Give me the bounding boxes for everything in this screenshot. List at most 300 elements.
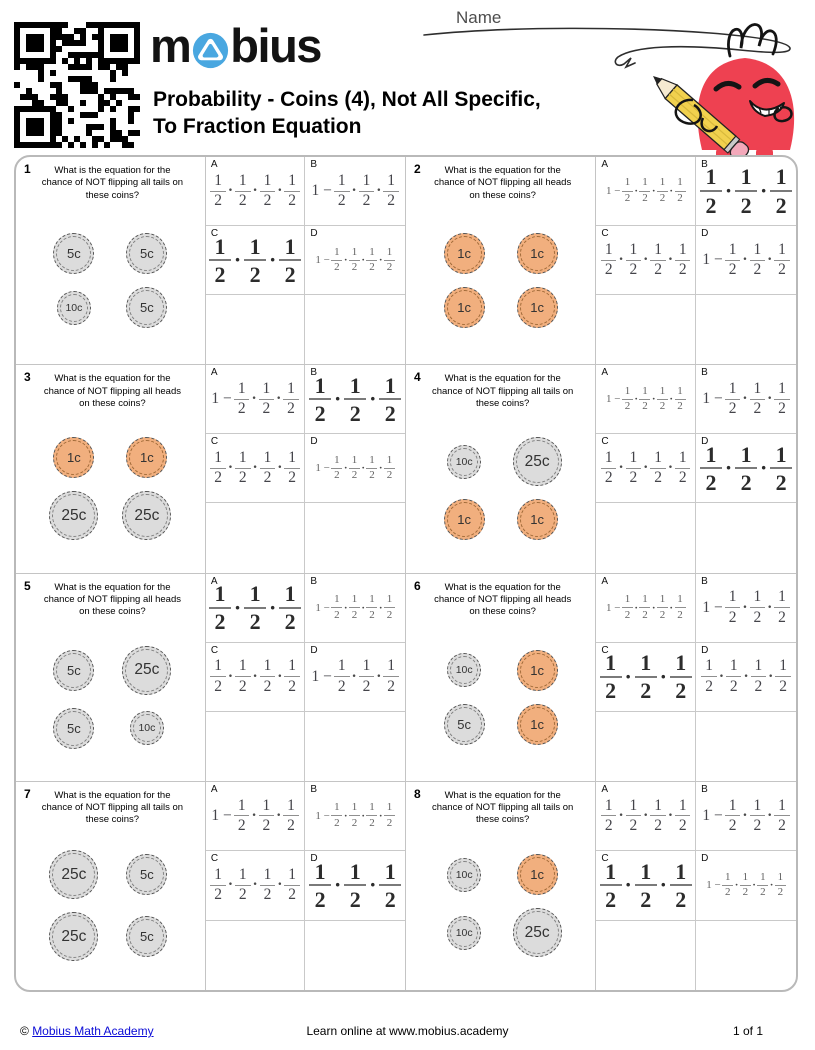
fraction	[279, 235, 301, 286]
fraction	[757, 872, 768, 899]
fraction-bar	[334, 676, 350, 677]
one-minus-prefix: 1 −	[706, 879, 721, 892]
fraction	[650, 242, 666, 279]
multiply-dot: ·	[742, 806, 748, 824]
multiply-dot: ·	[361, 809, 366, 822]
mascot-hand-left-scribble	[676, 100, 717, 131]
fraction-numerator: 1	[362, 657, 371, 675]
answer-option-D	[696, 434, 796, 503]
fraction-numerator: 1	[624, 176, 631, 189]
fraction-denominator: 2	[779, 677, 787, 695]
fraction-bar	[775, 676, 791, 677]
fraction-denominator: 2	[778, 608, 786, 626]
question-number: 3	[24, 370, 31, 385]
multiply-dot: ·	[618, 806, 624, 824]
multiply-dot: ·	[252, 182, 258, 200]
coin-label: 25c	[524, 452, 550, 470]
fraction-numerator: 1	[779, 657, 787, 675]
fraction	[349, 594, 360, 621]
fraction	[334, 658, 350, 695]
coin-label: 1c	[530, 300, 545, 316]
fraction-numerator: 1	[369, 592, 375, 605]
fraction-denominator: 2	[642, 400, 648, 413]
multiply-dot: ·	[643, 459, 649, 477]
coin-cell	[119, 287, 175, 328]
fraction	[234, 381, 250, 418]
fraction-bar	[209, 259, 231, 261]
multiply-dot: ·	[767, 806, 773, 824]
multiply-dot: ·	[742, 598, 748, 616]
fraction	[209, 582, 231, 633]
fraction-denominator: 2	[728, 400, 737, 418]
fraction-denominator: 2	[675, 678, 687, 704]
coins-grid	[20, 410, 201, 567]
fraction-denominator: 2	[351, 261, 358, 274]
fraction-denominator: 2	[334, 261, 340, 274]
fraction-numerator: 1	[351, 245, 358, 258]
fraction	[657, 594, 668, 621]
empty-option-cell	[206, 295, 306, 364]
fraction	[210, 658, 226, 695]
equation	[702, 381, 789, 418]
equation	[606, 177, 686, 204]
fraction	[210, 450, 226, 487]
multiply-dot: ·	[724, 455, 733, 481]
one-minus-prefix: 1 −	[315, 254, 330, 267]
multiply-dot: ·	[667, 806, 673, 824]
fraction	[675, 242, 691, 279]
fraction-numerator: 1	[238, 866, 247, 884]
fraction-numerator: 1	[334, 453, 340, 466]
coin-10c	[57, 291, 91, 325]
equation	[210, 867, 300, 904]
fraction-numerator: 1	[677, 384, 683, 397]
fraction	[639, 177, 650, 204]
fraction-denominator: 2	[384, 886, 396, 912]
multiply-dot: ·	[651, 601, 656, 614]
coin-5c	[126, 916, 167, 957]
fraction	[670, 651, 692, 702]
equation	[312, 658, 399, 695]
coin-cell	[436, 854, 492, 895]
coin-cell	[119, 491, 175, 540]
coin-cell	[436, 908, 492, 957]
fraction-numerator: 1	[659, 592, 666, 605]
answer-option-C	[596, 226, 696, 295]
fraction	[725, 381, 741, 418]
multiply-dot: ·	[667, 251, 673, 269]
fraction-numerator: 1	[654, 796, 662, 814]
coin-label: 1c	[530, 246, 545, 262]
answer-option-D	[305, 226, 405, 295]
fraction-denominator: 2	[629, 816, 638, 834]
fraction-numerator: 1	[387, 657, 396, 675]
coin-label: 10c	[455, 926, 473, 939]
multiply-dot: ·	[361, 254, 366, 267]
fraction-denominator: 2	[705, 469, 717, 495]
coin-label: 5c	[140, 867, 154, 883]
fraction-numerator: 1	[349, 858, 361, 884]
option-letter: D	[310, 644, 318, 656]
fraction-bar	[622, 607, 633, 608]
multiply-dot: ·	[227, 667, 234, 685]
fraction	[735, 443, 757, 494]
fraction	[774, 589, 790, 626]
fraction-denominator: 2	[654, 469, 662, 487]
option-letter: B	[701, 575, 708, 587]
coin-cell	[436, 704, 492, 745]
fraction-numerator: 1	[705, 657, 713, 675]
fraction	[774, 242, 790, 279]
fraction	[331, 455, 342, 482]
fraction	[260, 173, 276, 210]
fraction	[650, 798, 666, 835]
footer-center-text: Learn online at www.mobius.academy	[306, 1024, 509, 1038]
fraction-denominator: 2	[624, 400, 631, 413]
coin-1c	[444, 233, 485, 274]
fraction-numerator: 1	[777, 870, 784, 883]
one-minus-prefix: 1 −	[605, 185, 621, 198]
coin-label: 25c	[61, 927, 87, 945]
fraction	[670, 860, 692, 911]
mascot-teeth	[759, 107, 769, 115]
equation	[210, 658, 300, 695]
coin-1c	[517, 499, 558, 540]
multiply-dot: ·	[634, 185, 639, 198]
multiply-dot: ·	[233, 594, 242, 620]
one-minus-prefix: 1 −	[311, 667, 332, 685]
coin-label: 25c	[61, 506, 87, 524]
fraction-denominator: 2	[386, 469, 393, 482]
mascot-eye-right	[755, 80, 778, 86]
option-letter: A	[210, 783, 218, 795]
coin-10c	[447, 653, 481, 687]
fraction-bar	[279, 259, 301, 261]
coin-label: 25c	[134, 506, 160, 524]
coin-10c	[130, 711, 164, 745]
fraction	[349, 802, 360, 829]
coin-cell	[119, 912, 175, 961]
one-minus-prefix: 1 −	[605, 601, 621, 614]
fraction	[384, 455, 395, 482]
fraction-denominator: 2	[237, 816, 246, 834]
fraction-denominator: 2	[604, 469, 613, 487]
coin-25c	[122, 491, 171, 540]
fraction	[244, 582, 266, 633]
question-card	[406, 574, 796, 782]
equation	[601, 798, 691, 835]
question-number: 2	[414, 162, 421, 176]
answer-option-B	[696, 365, 796, 434]
coin-label: 1c	[530, 662, 545, 678]
empty-option-cell	[696, 921, 796, 990]
fraction-bar	[701, 676, 717, 677]
coin-cell	[509, 854, 565, 895]
answer-option-C	[206, 851, 306, 920]
fraction-bar	[244, 259, 266, 261]
coins-grid	[410, 202, 591, 359]
fraction-numerator: 1	[742, 870, 749, 883]
fraction-numerator: 1	[778, 588, 786, 606]
fraction-numerator: 1	[238, 657, 247, 675]
coin-label: 1c	[140, 450, 154, 466]
answer-option-C	[206, 226, 306, 295]
answer-option-A	[206, 157, 306, 226]
fraction	[283, 381, 299, 418]
coin-label: 1c	[67, 450, 81, 466]
option-letter: A	[210, 575, 218, 587]
fraction-denominator: 2	[678, 261, 687, 279]
empty-option-cell	[596, 921, 696, 990]
multiply-dot: ·	[378, 809, 383, 822]
multiply-dot: ·	[752, 879, 756, 892]
equation	[210, 173, 300, 210]
fraction-denominator: 2	[386, 816, 393, 829]
option-letter: B	[310, 367, 318, 379]
answer-option-B	[305, 574, 405, 643]
fraction-denominator: 2	[775, 192, 787, 218]
fraction	[283, 798, 299, 835]
equation	[700, 443, 792, 494]
fraction-denominator: 2	[263, 677, 272, 695]
multiply-dot: ·	[277, 876, 283, 894]
fraction	[349, 247, 360, 274]
fraction-numerator: 1	[362, 171, 371, 189]
one-minus-prefix: 1 −	[702, 251, 723, 269]
equation	[309, 860, 401, 911]
name-underline-doodle	[424, 28, 790, 67]
question-card	[16, 157, 406, 365]
fraction	[622, 594, 633, 621]
multiply-dot: ·	[376, 182, 382, 200]
answer-option-B	[305, 157, 405, 226]
fraction-denominator: 2	[775, 469, 787, 495]
question-number: 1	[24, 162, 31, 176]
fraction-numerator: 1	[287, 796, 295, 814]
multiply-dot: ·	[276, 390, 282, 408]
fraction	[379, 860, 401, 911]
empty-option-cell	[696, 712, 796, 781]
multiply-dot: ·	[369, 872, 377, 898]
question-number: 6	[414, 578, 421, 593]
one-minus-prefix: 1 −	[702, 806, 723, 824]
fraction	[626, 450, 642, 487]
multiply-dot: ·	[718, 667, 724, 685]
fraction	[775, 872, 786, 899]
fraction	[344, 860, 366, 911]
fraction	[626, 242, 642, 279]
answer-option-A	[206, 365, 306, 434]
fraction-denominator: 2	[384, 400, 396, 426]
answer-option-B	[305, 365, 405, 434]
fraction-numerator: 1	[728, 588, 737, 606]
equation	[601, 450, 691, 487]
fraction-denominator: 2	[287, 400, 295, 418]
multiply-dot: ·	[334, 386, 342, 412]
fraction	[657, 386, 668, 413]
empty-option-cell	[305, 295, 405, 364]
option-letter: A	[601, 575, 608, 587]
coin-1c	[517, 704, 558, 745]
equation	[315, 247, 395, 274]
multiply-dot: ·	[378, 601, 383, 614]
fraction	[725, 798, 741, 835]
option-letter: D	[310, 228, 318, 240]
multiply-dot: ·	[252, 459, 258, 477]
fraction-numerator: 1	[369, 801, 375, 814]
answer-option-D	[696, 643, 796, 712]
option-letter: A	[601, 367, 608, 379]
fraction	[331, 247, 342, 274]
multiply-dot: ·	[277, 459, 283, 477]
fraction-bar	[770, 190, 792, 192]
fraction-denominator: 2	[238, 677, 247, 695]
multiply-dot: ·	[624, 663, 632, 689]
coin-label: 1c	[457, 512, 472, 528]
fraction-numerator: 1	[238, 449, 247, 467]
fraction	[366, 594, 377, 621]
fraction-denominator: 2	[369, 469, 375, 482]
fraction-numerator: 1	[629, 449, 638, 467]
fraction-denominator: 2	[659, 608, 666, 621]
fraction-denominator: 2	[754, 677, 763, 695]
fraction-denominator: 2	[214, 261, 226, 287]
answer-option-A	[596, 365, 696, 434]
fraction-numerator: 1	[654, 240, 662, 258]
fraction-numerator: 1	[214, 171, 222, 189]
fraction-numerator: 1	[677, 592, 683, 605]
multiply-dot: ·	[618, 251, 624, 269]
question-panel	[406, 782, 596, 990]
answer-option-A	[596, 157, 696, 226]
answer-option-D	[696, 226, 796, 295]
coin-label: 5c	[67, 662, 81, 678]
fraction-numerator: 1	[214, 657, 222, 675]
fraction-numerator: 1	[284, 233, 296, 259]
coin-cell	[436, 499, 492, 540]
fraction	[259, 381, 275, 418]
fraction-numerator: 1	[351, 592, 358, 605]
fraction-denominator: 2	[677, 192, 683, 205]
fraction-denominator: 2	[605, 678, 617, 704]
fraction-denominator: 2	[640, 886, 652, 912]
worksheet-title	[153, 86, 673, 141]
coins-grid	[20, 619, 201, 776]
fraction	[601, 242, 617, 279]
fraction-numerator: 1	[675, 650, 687, 676]
fraction-numerator: 1	[705, 441, 717, 467]
fraction-denominator: 2	[675, 886, 687, 912]
fraction-denominator: 2	[263, 192, 272, 210]
fraction	[384, 802, 395, 829]
multiply-dot: ·	[361, 601, 366, 614]
fraction-numerator: 1	[778, 796, 786, 814]
fraction-numerator: 1	[284, 580, 296, 606]
fraction-denominator: 2	[337, 192, 346, 210]
multiply-dot: ·	[378, 254, 383, 267]
option-letter: C	[210, 228, 219, 240]
question-text: What is the equation for the chance of NOT flipping all heads on these coins?	[43, 373, 181, 409]
fraction	[626, 798, 642, 835]
coin-1c	[53, 437, 94, 478]
coin-label: 5c	[67, 246, 81, 262]
option-letter: D	[310, 436, 318, 448]
equation	[209, 582, 301, 633]
fraction-numerator: 1	[263, 171, 272, 189]
fraction-denominator: 2	[284, 261, 296, 287]
worksheet-title-line2: To Fraction Equation	[153, 115, 362, 139]
mascot-body	[698, 58, 795, 150]
option-letter: C	[210, 853, 219, 865]
copyright-link[interactable]: Mobius Math Academy	[32, 1024, 154, 1038]
coin-cell	[436, 437, 492, 486]
coin-label: 10c	[138, 722, 156, 735]
question-number: 5	[24, 578, 31, 593]
question-text: What is the equation for the chance of NOT flipping all tails on these coins?	[41, 165, 184, 201]
fraction-numerator: 1	[728, 796, 737, 814]
logo-text-m: m	[150, 19, 191, 72]
mascot-mouth	[750, 101, 784, 116]
equation	[209, 235, 301, 286]
multiply-dot: ·	[361, 462, 366, 475]
empty-option-cell	[596, 503, 696, 572]
fraction-denominator: 2	[262, 400, 271, 418]
fraction	[344, 374, 366, 425]
answer-option-D	[305, 643, 405, 712]
multiply-dot: ·	[767, 598, 773, 616]
empty-option-cell	[596, 295, 696, 364]
empty-option-cell	[696, 503, 796, 572]
fraction-denominator: 2	[349, 886, 361, 912]
fraction-numerator: 1	[351, 801, 358, 814]
multiply-dot: ·	[643, 251, 649, 269]
fraction-numerator: 1	[760, 870, 766, 883]
fraction-bar	[751, 676, 767, 677]
fraction	[210, 173, 226, 210]
fraction	[260, 867, 276, 904]
fraction	[209, 235, 231, 286]
fraction	[284, 867, 300, 904]
option-letter: A	[210, 159, 218, 170]
fraction	[622, 386, 633, 413]
fraction-bar	[774, 607, 790, 608]
option-letter: B	[310, 575, 318, 587]
multiply-dot: ·	[343, 254, 348, 267]
question-text: What is the equation for the chance of NOT flipping all heads on these coins?	[434, 165, 572, 201]
fraction-numerator: 1	[314, 372, 326, 398]
multiply-dot: ·	[669, 393, 674, 406]
coin-cell	[46, 437, 102, 478]
coins-grid	[20, 202, 201, 359]
mascot-eye-left	[716, 83, 739, 89]
fraction-numerator: 1	[753, 380, 762, 398]
equation	[210, 450, 300, 487]
fraction-numerator: 1	[729, 657, 738, 675]
fraction	[750, 589, 766, 626]
coin-1c	[517, 233, 558, 274]
equation	[702, 798, 789, 835]
coin-5c	[53, 233, 94, 274]
equation	[701, 658, 791, 695]
coin-1c	[444, 287, 485, 328]
fraction-denominator: 2	[214, 677, 222, 695]
equation	[211, 381, 298, 418]
answer-option-A	[206, 782, 306, 851]
equation	[315, 455, 395, 482]
fraction-bar	[309, 398, 331, 400]
multiply-dot: ·	[724, 178, 733, 204]
fraction-denominator: 2	[288, 469, 296, 487]
